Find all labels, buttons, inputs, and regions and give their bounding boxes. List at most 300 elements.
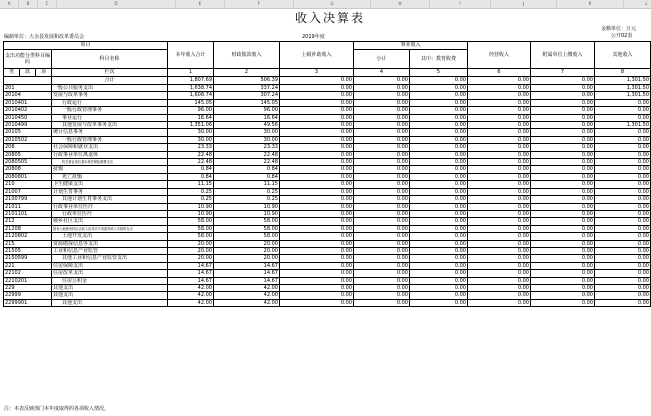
row-value[interactable]: 0.00: [468, 85, 531, 92]
row-code[interactable]: 2080801: [4, 173, 52, 180]
row-value[interactable]: 0.00: [531, 129, 595, 136]
row-value[interactable]: 23.33: [214, 144, 280, 151]
row-value[interactable]: 0.00: [354, 240, 410, 247]
row-value[interactable]: 0.00: [280, 144, 354, 151]
row-code[interactable]: 22102: [4, 270, 52, 277]
row-value[interactable]: 0.00: [410, 173, 468, 180]
column-header-c[interactable]: C: [38, 0, 57, 8]
column-header-b[interactable]: B: [19, 0, 38, 8]
row-name[interactable]: 其他工业和信息产业监管支出: [52, 255, 168, 262]
row-code[interactable]: 21007: [4, 188, 52, 195]
row-value[interactable]: 0.00: [468, 284, 531, 291]
row-value[interactable]: 20.00: [214, 255, 280, 262]
row-value[interactable]: 20.00: [168, 247, 214, 254]
column-header-g[interactable]: G: [294, 0, 371, 8]
row-value[interactable]: 0.00: [280, 203, 354, 210]
row-value[interactable]: 0.00: [354, 188, 410, 195]
row-name[interactable]: 住房公积金: [52, 277, 168, 284]
row-value[interactable]: 11.15: [214, 181, 280, 188]
row-value[interactable]: 0.00: [531, 284, 595, 291]
row-name[interactable]: 工业和信息产业监管: [52, 247, 168, 254]
row-value[interactable]: 11.15: [168, 181, 214, 188]
row-value[interactable]: 0.00: [531, 196, 595, 203]
row-value[interactable]: 0.00: [410, 284, 468, 291]
row-value[interactable]: 0.00: [280, 240, 354, 247]
row-code[interactable]: 20805: [4, 151, 52, 158]
row-value[interactable]: 0.00: [468, 225, 531, 232]
row-value[interactable]: 0.00: [354, 144, 410, 151]
row-code[interactable]: 2010502: [4, 136, 52, 143]
row-value[interactable]: 0.00: [468, 196, 531, 203]
column-header-h[interactable]: H: [371, 0, 430, 8]
row-value[interactable]: 0.00: [354, 284, 410, 291]
row-code[interactable]: 21208: [4, 225, 52, 232]
row-value[interactable]: 0.00: [595, 107, 651, 114]
row-value[interactable]: 0.00: [410, 203, 468, 210]
row-value[interactable]: 0.00: [280, 233, 354, 240]
row-code[interactable]: 22999: [4, 292, 52, 299]
row-value[interactable]: 42.00: [214, 292, 280, 299]
row-value[interactable]: 0.00: [410, 210, 468, 217]
row-value[interactable]: 0.00: [468, 107, 531, 114]
row-value[interactable]: 0.00: [468, 166, 531, 173]
row-value[interactable]: 0.00: [595, 292, 651, 299]
row-code[interactable]: 2101101: [4, 210, 52, 217]
total-value[interactable]: 1,807.69: [168, 77, 214, 85]
row-value[interactable]: 1,301.50: [595, 92, 651, 99]
row-value[interactable]: 58.00: [168, 233, 214, 240]
row-value[interactable]: 0.00: [595, 99, 651, 106]
row-value[interactable]: 0.00: [468, 292, 531, 299]
column-header-d[interactable]: D: [57, 0, 176, 8]
row-name[interactable]: 社会保障和就业支出: [52, 144, 168, 151]
row-value[interactable]: 0.25: [214, 196, 280, 203]
row-value[interactable]: 0.00: [531, 225, 595, 232]
row-value[interactable]: 0.00: [354, 92, 410, 99]
total-value[interactable]: 0.00: [410, 77, 468, 85]
row-value[interactable]: 0.00: [280, 210, 354, 217]
row-value[interactable]: 0.00: [354, 166, 410, 173]
row-value[interactable]: 0.00: [410, 196, 468, 203]
row-name[interactable]: 住房保障支出: [52, 262, 168, 269]
row-value[interactable]: 0.00: [354, 99, 410, 106]
row-value[interactable]: 0.00: [280, 196, 354, 203]
row-name[interactable]: 城乡社区支出: [52, 218, 168, 225]
row-name[interactable]: 行政事业单位离退休: [52, 151, 168, 158]
row-value[interactable]: 0.00: [595, 181, 651, 188]
row-value[interactable]: 0.00: [354, 136, 410, 143]
row-value[interactable]: 0.00: [531, 188, 595, 195]
row-value[interactable]: 14.67: [168, 277, 214, 284]
row-value[interactable]: 0.00: [531, 173, 595, 180]
row-value[interactable]: 0.00: [354, 85, 410, 92]
row-value[interactable]: 0.00: [595, 233, 651, 240]
row-value[interactable]: 0.00: [410, 277, 468, 284]
column-header-l[interactable]: L: [624, 0, 651, 8]
row-value[interactable]: 16.64: [214, 114, 280, 121]
row-value[interactable]: 0.00: [595, 151, 651, 158]
row-name[interactable]: 机关事业单位基本养老保险缴费支出: [52, 159, 168, 166]
row-value[interactable]: 0.00: [531, 247, 595, 254]
row-value[interactable]: 58.00: [214, 233, 280, 240]
row-value[interactable]: 0.00: [531, 270, 595, 277]
row-code[interactable]: 2100799: [4, 196, 52, 203]
row-value[interactable]: 42.00: [214, 299, 280, 306]
row-value[interactable]: 0.00: [410, 218, 468, 225]
row-value[interactable]: 14.67: [168, 262, 214, 269]
row-value[interactable]: 1,301.50: [595, 85, 651, 92]
row-value[interactable]: 0.00: [354, 114, 410, 121]
row-value[interactable]: 0.00: [595, 196, 651, 203]
row-value[interactable]: 0.00: [531, 99, 595, 106]
row-value[interactable]: 0.00: [280, 92, 354, 99]
row-name[interactable]: 资源勘探信息等支出: [52, 240, 168, 247]
row-value[interactable]: 10.90: [214, 210, 280, 217]
row-name[interactable]: 行政运行: [52, 99, 168, 106]
row-value[interactable]: 0.00: [595, 166, 651, 173]
row-value[interactable]: 0.00: [410, 247, 468, 254]
row-name[interactable]: 统计信息事务: [52, 129, 168, 136]
row-value[interactable]: 0.00: [595, 188, 651, 195]
row-code[interactable]: 2120802: [4, 233, 52, 240]
row-value[interactable]: 0.00: [595, 114, 651, 121]
row-value[interactable]: 30.00: [214, 129, 280, 136]
row-value[interactable]: 0.00: [595, 299, 651, 306]
row-value[interactable]: 14.67: [168, 270, 214, 277]
row-value[interactable]: 58.00: [214, 225, 280, 232]
row-value[interactable]: 0.00: [280, 262, 354, 269]
row-name[interactable]: 其他支出: [52, 299, 168, 306]
row-value[interactable]: 0.00: [410, 262, 468, 269]
row-value[interactable]: 14.67: [214, 262, 280, 269]
row-value[interactable]: 0.00: [354, 203, 410, 210]
row-name[interactable]: 行政事业单位医疗: [52, 203, 168, 210]
total-value[interactable]: 0.00: [468, 77, 531, 85]
row-value[interactable]: 0.00: [354, 173, 410, 180]
row-value[interactable]: 14.67: [214, 277, 280, 284]
row-value[interactable]: 0.00: [280, 247, 354, 254]
row-name[interactable]: 抚恤: [52, 166, 168, 173]
row-value[interactable]: 0.00: [280, 181, 354, 188]
row-value[interactable]: 0.00: [410, 107, 468, 114]
row-name[interactable]: 一般行政管理事务: [52, 107, 168, 114]
row-value[interactable]: 0.00: [531, 159, 595, 166]
row-name[interactable]: 其他计划生育事务支出: [52, 196, 168, 203]
row-value[interactable]: 0.00: [410, 144, 468, 151]
row-value[interactable]: 22.48: [214, 151, 280, 158]
row-value[interactable]: 0.00: [531, 92, 595, 99]
row-name[interactable]: 国有土地使用权出让收入及对应专项债务收入安排的支出: [52, 225, 168, 232]
row-code[interactable]: 2299901: [4, 299, 52, 306]
row-value[interactable]: 0.00: [468, 159, 531, 166]
row-value[interactable]: 0.00: [468, 270, 531, 277]
row-value[interactable]: 307.24: [214, 92, 280, 99]
row-value[interactable]: 0.00: [468, 210, 531, 217]
row-name[interactable]: 其他支出: [52, 292, 168, 299]
row-value[interactable]: 0.00: [280, 218, 354, 225]
row-value[interactable]: 0.00: [354, 107, 410, 114]
row-code[interactable]: 201: [4, 85, 52, 92]
row-value[interactable]: 96.00: [214, 107, 280, 114]
row-value[interactable]: 0.00: [531, 151, 595, 158]
row-value[interactable]: 0.00: [468, 129, 531, 136]
row-name[interactable]: 土地开发支出: [52, 233, 168, 240]
row-code[interactable]: 210: [4, 181, 52, 188]
row-name[interactable]: 死亡抚恤: [52, 173, 168, 180]
row-value[interactable]: 0.00: [468, 114, 531, 121]
row-value[interactable]: 0.00: [468, 173, 531, 180]
row-value[interactable]: 145.05: [214, 99, 280, 106]
row-value[interactable]: 0.00: [280, 284, 354, 291]
row-value[interactable]: 0.84: [168, 173, 214, 180]
column-header-k[interactable]: K: [557, 0, 624, 8]
row-value[interactable]: 58.00: [214, 218, 280, 225]
row-value[interactable]: 0.00: [531, 299, 595, 306]
row-value[interactable]: 1,608.74: [168, 92, 214, 99]
row-value[interactable]: 20.00: [168, 240, 214, 247]
row-value[interactable]: 58.00: [168, 218, 214, 225]
row-value[interactable]: 0.00: [280, 299, 354, 306]
row-name[interactable]: 住房改革支出: [52, 270, 168, 277]
row-code[interactable]: 221: [4, 262, 52, 269]
row-value[interactable]: 16.64: [168, 114, 214, 121]
row-value[interactable]: 49.56: [214, 122, 280, 129]
row-value[interactable]: 0.00: [410, 292, 468, 299]
column-header-e[interactable]: E: [176, 0, 225, 8]
row-name[interactable]: 其他发展与改革事务支出: [52, 122, 168, 129]
row-value[interactable]: 145.05: [168, 99, 214, 106]
row-value[interactable]: 0.00: [410, 99, 468, 106]
column-header-a[interactable]: A: [0, 0, 19, 8]
row-name[interactable]: 计划生育事务: [52, 188, 168, 195]
row-value[interactable]: 0.00: [531, 277, 595, 284]
row-value[interactable]: 0.00: [468, 181, 531, 188]
column-header-f[interactable]: F: [225, 0, 294, 8]
row-value[interactable]: 0.00: [280, 166, 354, 173]
row-value[interactable]: 0.00: [280, 122, 354, 129]
row-value[interactable]: 20.00: [214, 247, 280, 254]
row-value[interactable]: 0.00: [354, 255, 410, 262]
row-name[interactable]: 发展与改革事务: [52, 92, 168, 99]
row-value[interactable]: 0.00: [531, 114, 595, 121]
row-value[interactable]: 0.00: [354, 299, 410, 306]
row-value[interactable]: 0.00: [354, 151, 410, 158]
row-value[interactable]: 0.00: [410, 151, 468, 158]
row-value[interactable]: 0.00: [468, 92, 531, 99]
row-value[interactable]: 0.00: [354, 262, 410, 269]
row-value[interactable]: 0.84: [168, 166, 214, 173]
row-value[interactable]: 0.00: [468, 233, 531, 240]
row-value[interactable]: 0.00: [410, 129, 468, 136]
row-value[interactable]: 30.00: [168, 136, 214, 143]
row-value[interactable]: 0.00: [531, 122, 595, 129]
row-value[interactable]: 0.00: [354, 129, 410, 136]
column-header-i[interactable]: I: [430, 0, 491, 8]
row-code[interactable]: 2010402: [4, 107, 52, 114]
row-value[interactable]: 0.00: [468, 188, 531, 195]
row-code[interactable]: 20104: [4, 92, 52, 99]
row-value[interactable]: 0.00: [410, 159, 468, 166]
row-value[interactable]: 20.00: [168, 255, 214, 262]
row-value[interactable]: 0.25: [168, 188, 214, 195]
row-value[interactable]: 10.90: [214, 203, 280, 210]
row-value[interactable]: 30.00: [214, 136, 280, 143]
row-value[interactable]: 0.00: [280, 173, 354, 180]
row-code[interactable]: 212: [4, 218, 52, 225]
row-value[interactable]: 0.00: [468, 203, 531, 210]
column-header-j[interactable]: J: [491, 0, 557, 8]
total-value[interactable]: 1,301.50: [595, 77, 651, 85]
row-value[interactable]: 0.00: [531, 85, 595, 92]
row-value[interactable]: 22.48: [168, 159, 214, 166]
row-value[interactable]: 0.00: [280, 136, 354, 143]
row-value[interactable]: 0.00: [595, 284, 651, 291]
row-value[interactable]: 1,638.74: [168, 85, 214, 92]
row-value[interactable]: 0.00: [280, 188, 354, 195]
row-value[interactable]: 0.00: [595, 144, 651, 151]
row-code[interactable]: 229: [4, 284, 52, 291]
row-value[interactable]: 0.00: [410, 255, 468, 262]
row-value[interactable]: 42.00: [168, 284, 214, 291]
row-value[interactable]: 0.00: [354, 247, 410, 254]
total-code-cell[interactable]: [4, 77, 52, 85]
row-value[interactable]: 0.00: [280, 255, 354, 262]
row-value[interactable]: 22.48: [214, 159, 280, 166]
row-value[interactable]: 0.84: [214, 166, 280, 173]
row-value[interactable]: 0.00: [595, 210, 651, 217]
row-code[interactable]: 208: [4, 144, 52, 151]
row-value[interactable]: 0.00: [595, 218, 651, 225]
row-value[interactable]: 0.00: [531, 255, 595, 262]
column-header-bar[interactable]: [0, 0, 651, 9]
row-value[interactable]: 0.00: [468, 122, 531, 129]
row-value[interactable]: 0.00: [595, 159, 651, 166]
row-value[interactable]: 0.00: [280, 107, 354, 114]
row-value[interactable]: 0.00: [468, 218, 531, 225]
row-code[interactable]: 21505: [4, 247, 52, 254]
row-value[interactable]: 0.00: [354, 159, 410, 166]
total-value[interactable]: 0.00: [531, 77, 595, 85]
row-value[interactable]: 0.00: [410, 166, 468, 173]
row-value[interactable]: 0.25: [214, 188, 280, 195]
row-value[interactable]: 0.00: [468, 136, 531, 143]
row-value[interactable]: 22.48: [168, 151, 214, 158]
row-value[interactable]: 0.00: [354, 292, 410, 299]
row-value[interactable]: 0.00: [280, 151, 354, 158]
row-value[interactable]: 0.00: [595, 203, 651, 210]
row-code[interactable]: 2010499: [4, 122, 52, 129]
row-value[interactable]: 0.00: [410, 114, 468, 121]
row-value[interactable]: 0.00: [410, 136, 468, 143]
row-value[interactable]: 0.00: [595, 129, 651, 136]
row-value[interactable]: 1,351.06: [168, 122, 214, 129]
row-value[interactable]: 0.00: [595, 270, 651, 277]
row-name[interactable]: 事业运行: [52, 114, 168, 121]
row-value[interactable]: 96.00: [168, 107, 214, 114]
row-value[interactable]: 0.00: [280, 99, 354, 106]
row-value[interactable]: 10.90: [168, 210, 214, 217]
row-value[interactable]: 0.00: [468, 247, 531, 254]
row-name[interactable]: 一般公共服务支出: [52, 85, 168, 92]
row-value[interactable]: 42.00: [168, 292, 214, 299]
row-value[interactable]: 20.00: [214, 240, 280, 247]
row-value[interactable]: 0.00: [410, 122, 468, 129]
row-value[interactable]: 0.25: [168, 196, 214, 203]
row-value[interactable]: 23.33: [168, 144, 214, 151]
row-code[interactable]: 2080505: [4, 159, 52, 166]
row-value[interactable]: 0.00: [410, 188, 468, 195]
row-value[interactable]: 0.00: [354, 196, 410, 203]
row-code[interactable]: 215: [4, 240, 52, 247]
total-value[interactable]: 506.39: [214, 77, 280, 85]
row-value[interactable]: 0.00: [531, 292, 595, 299]
row-value[interactable]: 0.00: [468, 299, 531, 306]
row-value[interactable]: 0.00: [410, 225, 468, 232]
row-code[interactable]: 21011: [4, 203, 52, 210]
row-name[interactable]: 一般行政管理事务: [52, 136, 168, 143]
row-value[interactable]: 0.00: [468, 277, 531, 284]
total-value[interactable]: 0.00: [354, 77, 410, 85]
row-value[interactable]: 10.90: [168, 203, 214, 210]
row-value[interactable]: 0.00: [280, 159, 354, 166]
row-value[interactable]: 0.00: [595, 136, 651, 143]
row-value[interactable]: 1,301.50: [595, 122, 651, 129]
row-value[interactable]: 0.00: [595, 262, 651, 269]
row-value[interactable]: 0.00: [280, 85, 354, 92]
row-value[interactable]: 0.00: [410, 299, 468, 306]
row-value[interactable]: 0.00: [468, 144, 531, 151]
row-value[interactable]: 0.00: [531, 210, 595, 217]
row-value[interactable]: 0.00: [354, 270, 410, 277]
row-value[interactable]: 0.00: [595, 225, 651, 232]
row-code[interactable]: 2210201: [4, 277, 52, 284]
row-value[interactable]: 0.00: [595, 173, 651, 180]
row-value[interactable]: 0.00: [531, 203, 595, 210]
row-value[interactable]: 42.00: [214, 284, 280, 291]
row-code[interactable]: 2010450: [4, 114, 52, 121]
row-value[interactable]: 0.00: [595, 277, 651, 284]
row-value[interactable]: 0.00: [468, 151, 531, 158]
row-value[interactable]: 0.00: [354, 233, 410, 240]
row-value[interactable]: 0.00: [280, 292, 354, 299]
row-value[interactable]: 0.00: [595, 247, 651, 254]
row-code[interactable]: 20808: [4, 166, 52, 173]
row-value[interactable]: 0.00: [354, 122, 410, 129]
row-value[interactable]: 0.00: [410, 85, 468, 92]
row-value[interactable]: 30.00: [168, 129, 214, 136]
total-label[interactable]: 合计: [52, 77, 168, 85]
row-name[interactable]: 其他支出: [52, 284, 168, 291]
row-value[interactable]: 0.00: [468, 240, 531, 247]
row-value[interactable]: 0.00: [354, 210, 410, 217]
row-value[interactable]: 0.84: [214, 173, 280, 180]
row-value[interactable]: 0.00: [280, 277, 354, 284]
row-value[interactable]: 0.00: [531, 136, 595, 143]
row-value[interactable]: 0.00: [531, 262, 595, 269]
row-value[interactable]: 0.00: [595, 240, 651, 247]
row-value[interactable]: 0.00: [595, 255, 651, 262]
row-value[interactable]: 0.00: [531, 240, 595, 247]
row-value[interactable]: 58.00: [168, 225, 214, 232]
row-value[interactable]: 0.00: [354, 277, 410, 284]
row-value[interactable]: 0.00: [280, 129, 354, 136]
row-value[interactable]: 0.00: [531, 181, 595, 188]
row-code[interactable]: 20105: [4, 129, 52, 136]
row-value[interactable]: 0.00: [280, 225, 354, 232]
row-value[interactable]: 0.00: [410, 233, 468, 240]
row-value[interactable]: 14.67: [214, 270, 280, 277]
row-name[interactable]: 卫生健康支出: [52, 181, 168, 188]
